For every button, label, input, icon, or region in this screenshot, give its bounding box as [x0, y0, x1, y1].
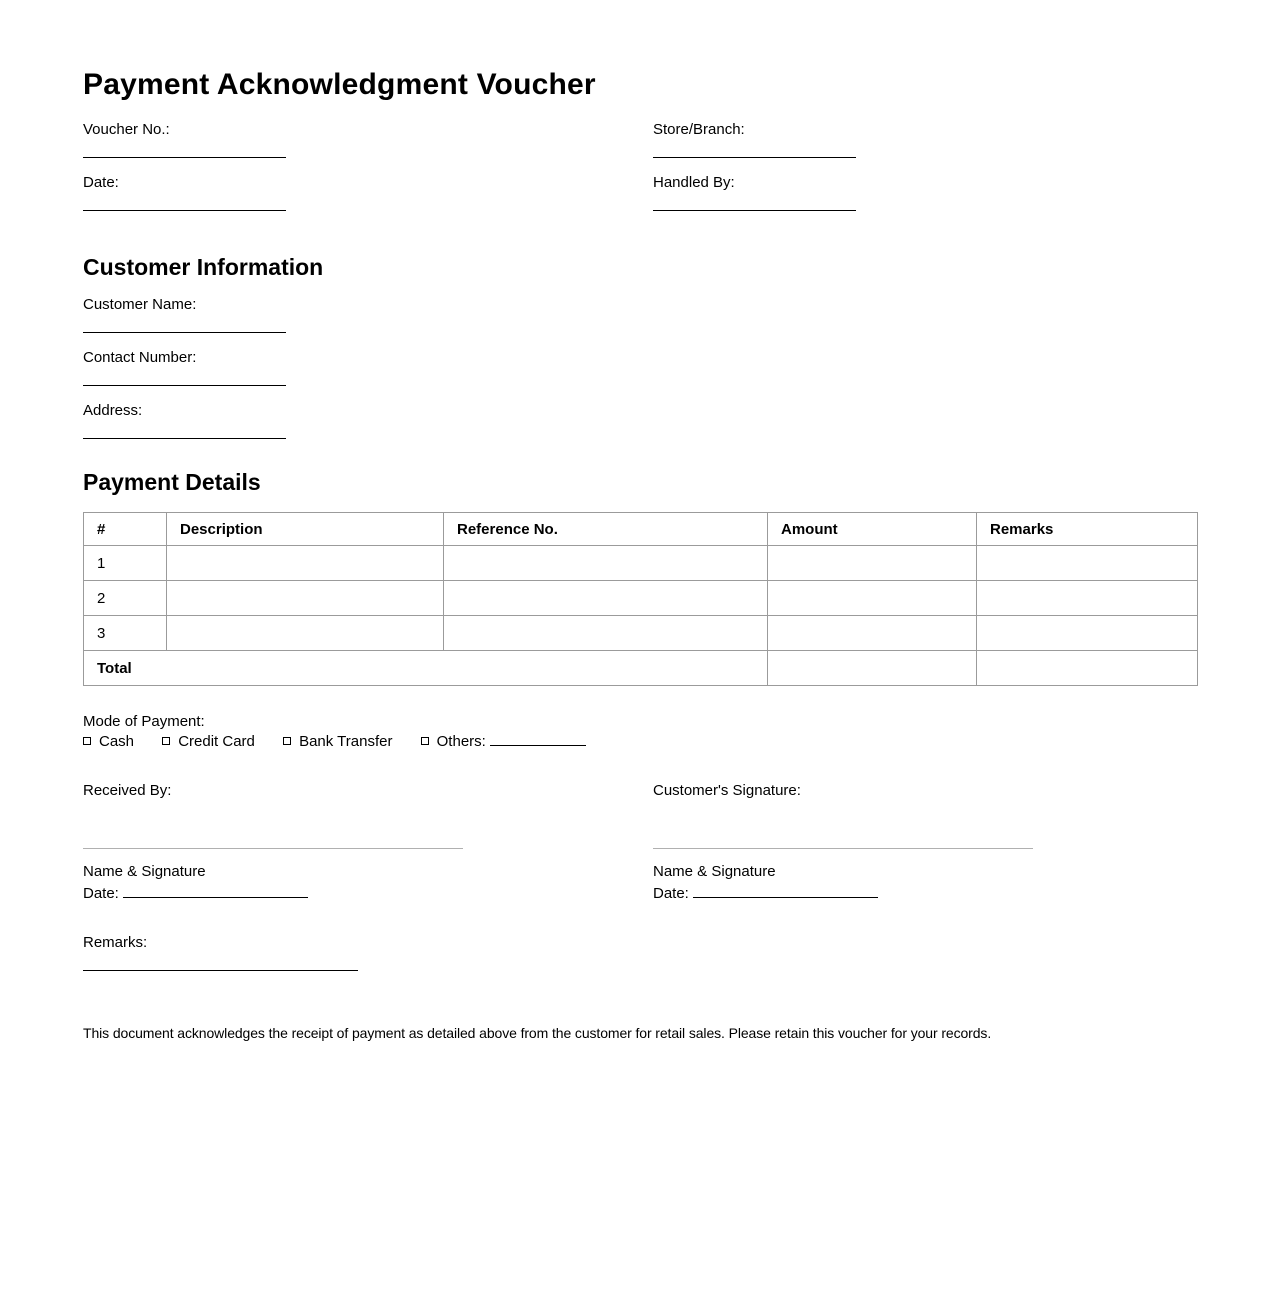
date-label: Date:	[653, 885, 689, 902]
footer-note: This document acknowledges the receipt of payment as detailed above from the customer for retail sales. Please retain this voucher for your records.	[83, 1025, 992, 1041]
name-signature-label: Name & Signature	[83, 863, 206, 880]
total-label-cell: Total	[84, 651, 768, 686]
column-header-description: Description	[167, 513, 444, 546]
remarks-cell	[977, 581, 1198, 616]
payment-option-cash[interactable]	[83, 732, 134, 752]
header-right-column	[653, 122, 1196, 228]
reference-no-cell	[444, 616, 768, 651]
amount-cell	[768, 581, 977, 616]
remarks-cell	[977, 616, 1198, 651]
description-cell	[167, 546, 444, 581]
contact-number-label: Contact Number:	[83, 349, 197, 366]
handled-by-line	[653, 210, 856, 211]
credit-card-checkbox-icon[interactable]	[162, 737, 170, 745]
address-line	[83, 438, 286, 439]
customer-information-fields	[83, 297, 1196, 439]
total-amount-cell	[768, 651, 977, 686]
voucher-no-line	[83, 157, 286, 158]
description-cell	[167, 616, 444, 651]
total-remarks-cell	[977, 651, 1198, 686]
signature-section	[83, 782, 1196, 905]
received-by-date-row	[83, 883, 653, 905]
customer-name-field	[83, 297, 1196, 333]
remarks-label: Remarks:	[83, 934, 148, 951]
received-by-block	[83, 782, 653, 905]
mode-of-payment-section	[83, 712, 1196, 752]
header-fields	[83, 122, 1196, 228]
row-number-cell: 3	[84, 616, 167, 651]
table-row	[84, 581, 1198, 616]
store-branch-field	[653, 122, 1196, 158]
mode-of-payment-options	[83, 732, 1196, 752]
mode-of-payment-label: Mode of Payment:	[83, 713, 205, 730]
customer-signature-label: Customer's Signature:	[653, 782, 801, 799]
customer-signature-block	[653, 782, 1196, 905]
payment-option-label: Cash	[99, 733, 135, 750]
address-field	[83, 403, 1196, 439]
payment-option-label: Others:	[436, 733, 486, 750]
voucher-no-label: Voucher No.:	[83, 121, 170, 138]
amount-cell	[768, 546, 977, 581]
bank-transfer-checkbox-icon[interactable]	[283, 737, 291, 745]
contact-number-line	[83, 385, 286, 386]
reference-no-cell	[444, 546, 768, 581]
cash-checkbox-icon[interactable]	[83, 737, 91, 745]
payment-details-heading: Payment Details	[83, 469, 261, 495]
remarks-line	[83, 970, 358, 971]
store-branch-label: Store/Branch:	[653, 121, 745, 138]
date-label: Date:	[83, 174, 119, 191]
contact-number-field	[83, 350, 1196, 386]
column-header-number: #	[84, 513, 167, 546]
voucher-no-field	[83, 122, 653, 158]
row-number-cell: 2	[84, 581, 167, 616]
table-row	[84, 616, 1198, 651]
others-line	[490, 734, 586, 746]
payment-option-label: Credit Card	[178, 733, 255, 750]
header-left-column	[83, 122, 653, 228]
store-branch-line	[653, 157, 856, 158]
description-cell	[167, 581, 444, 616]
name-signature-label: Name & Signature	[653, 863, 776, 880]
date-field	[83, 175, 653, 211]
customer-name-line	[83, 332, 286, 333]
column-header-remarks: Remarks	[977, 513, 1198, 546]
column-header-reference-no: Reference No.	[444, 513, 768, 546]
payment-option-others[interactable]	[421, 732, 586, 752]
amount-cell	[768, 616, 977, 651]
payment-option-credit-card[interactable]	[162, 732, 255, 752]
page-title: Payment Acknowledgment Voucher	[83, 68, 596, 101]
payment-details-table	[83, 512, 1198, 686]
received-by-signature-line	[83, 848, 463, 849]
customer-date-row	[653, 883, 1196, 905]
address-label: Address:	[83, 402, 143, 419]
date-label: Date:	[83, 885, 119, 902]
customer-date-line	[693, 886, 878, 898]
reference-no-cell	[444, 581, 768, 616]
customer-signature-line	[653, 848, 1033, 849]
remarks-cell	[977, 546, 1198, 581]
customer-information-heading: Customer Information	[83, 254, 324, 280]
remarks-section	[83, 935, 1196, 971]
row-number-cell: 1	[84, 546, 167, 581]
customer-name-label: Customer Name:	[83, 296, 197, 313]
payment-option-bank-transfer[interactable]	[283, 732, 392, 752]
handled-by-label: Handled By:	[653, 174, 735, 191]
table-total-row	[84, 651, 1198, 686]
payment-option-label: Bank Transfer	[299, 733, 393, 750]
table-header-row	[84, 513, 1198, 546]
date-line	[83, 210, 286, 211]
others-checkbox-icon[interactable]	[421, 737, 429, 745]
table-row	[84, 546, 1198, 581]
handled-by-field	[653, 175, 1196, 211]
received-by-date-line	[123, 886, 308, 898]
received-by-label: Received By:	[83, 782, 172, 799]
column-header-amount: Amount	[768, 513, 977, 546]
